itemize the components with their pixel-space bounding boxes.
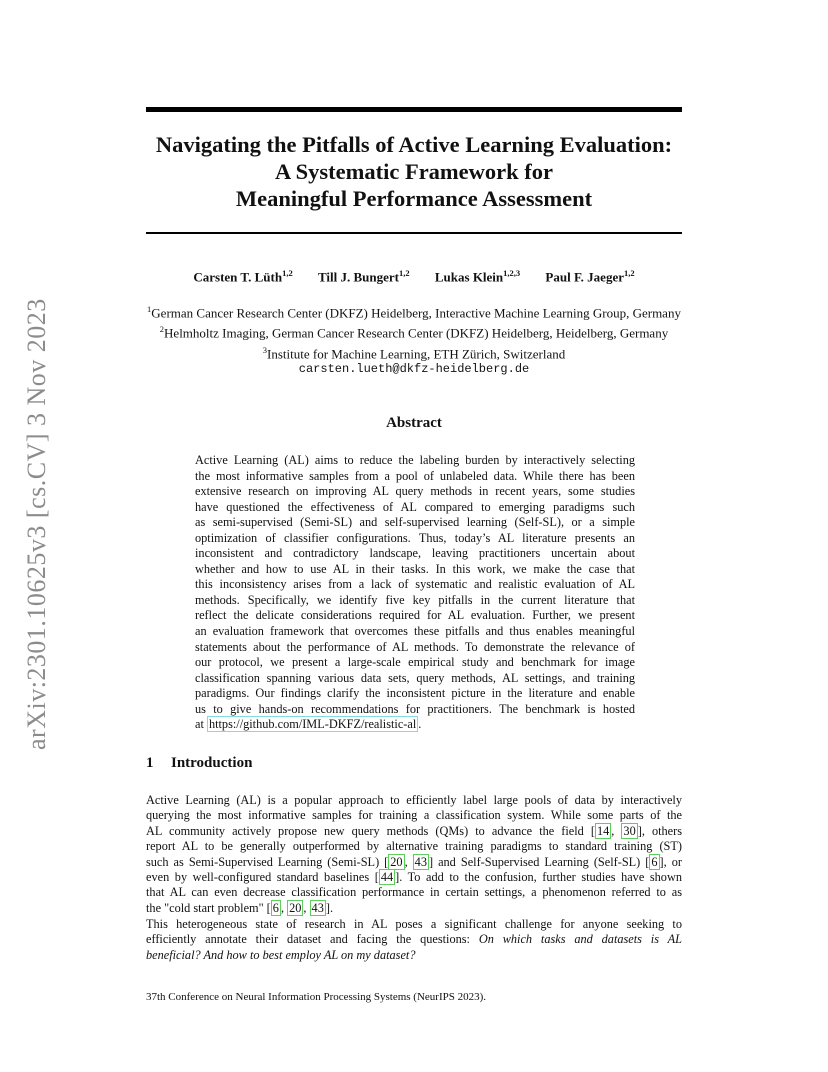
abstract-line: whether and how to use AL in their tasks. In this work, we make the case that (195, 561, 635, 576)
abstract-line: our protocol, we present a large-scale empirical study and benchmark for image (195, 655, 635, 670)
author: Carsten T. Lüth$^{1,2}$ (193, 268, 293, 285)
arxiv-watermark: arXiv:2301.10625v3 [cs.CV] 3 Nov 2023 (22, 298, 51, 750)
author: Paul F. Jaeger$^{1,2}$ (545, 268, 635, 285)
author: Till J. Bungert$^{1,2}$ (317, 268, 410, 285)
citation-link[interactable]: 6 (272, 900, 279, 915)
paragraph-line: This heterogeneous state of research in AL poses a significant challenge for anyone seeking to (146, 917, 682, 931)
paragraph-line: querying the most informative samples for training a classification system. While some parts of the (146, 808, 682, 823)
abstract-line: optimization of classifier configurations. Thus, today’s AL literature presents an (195, 530, 635, 545)
affiliation: $^3$Institute for Machine Learning, ETH Zürich, Switzerland (262, 344, 566, 361)
affiliation: $^1$German Cancer Research Center (DKFZ) Heidelberg, Interactive Machine Learning Group, Germany (147, 304, 681, 321)
citation-link[interactable]: 43 (414, 854, 427, 869)
paragraph-line: efficiently annotate their dataset and facing the questions: On which tasks and datasets is AL (146, 932, 682, 947)
abstract-line: statements about the performance of AL methods. To demonstrate the relevance of (195, 639, 635, 654)
section-number: 1 (146, 755, 154, 771)
citation-link[interactable]: 43 (311, 900, 324, 915)
title-line-1: Navigating the Pitfalls of Active Learning Evaluation: (155, 132, 673, 157)
abstract-line: as semi-supervised (Semi-SL) and self-supervised learning (Self-SL), or a simple (195, 515, 635, 530)
citation-link[interactable]: 30 (623, 823, 636, 838)
abstract-line: classification spanning various data sets, query methods, AL settings, and training (195, 670, 635, 685)
abstract-line: at https://github.com/IML-DKFZ/realistic-al . (195, 717, 422, 732)
abstract-body (195, 453, 635, 733)
citation-link[interactable]: 20 (390, 854, 403, 869)
section-title: Introduction (171, 755, 253, 771)
abstract-line: reflect the delicate considerations required for AL evaluation. Further, we present (195, 608, 635, 623)
abstract-line: the most informative samples from a pool of unlabeled data. While there has been (195, 468, 635, 483)
paragraph-line: such as Semi-Supervised Learning (Semi-SL) [ 20 , 43 ] and Self-Supervised Learning (Self-SL) [ 6 ], or (146, 854, 682, 869)
abstract-line: have questioned the effectiveness of AL compared to emerging paradigms such (195, 499, 635, 514)
abstract-line: Active Learning (AL) aims to reduce the labeling burden by interactively selecting (195, 453, 635, 467)
section-heading-introduction (146, 755, 252, 772)
author-list (146, 268, 682, 285)
paragraph-line: that AL can even decrease classification performance in certain settings, a phenomenon referred to as (146, 885, 682, 900)
title-rule-top (146, 107, 682, 112)
benchmark-link[interactable]: https://github.com/IML-DKFZ/realistic-al (208, 717, 417, 732)
citation-link[interactable]: 14 (596, 823, 610, 838)
abstract-line: inconsistent and contradictory landscape, leaving practitioners uncertain about (195, 546, 635, 561)
contact-email[interactable]: carsten.lueth@dkfz-heidelberg.de (298, 362, 530, 376)
intro-paragraph-2 (146, 917, 682, 963)
affiliation: $^2$Helmholtz Imaging, German Cancer Research Center (DKFZ) Heidelberg, Heidelberg, Germany (159, 324, 669, 341)
intro-paragraph-1 (146, 793, 682, 916)
paragraph-line: the "cold start problem" [ 6 , 20 , 43 ]. (146, 900, 334, 915)
title-rule-bottom (146, 232, 682, 234)
citation-link[interactable]: 6 (651, 854, 658, 869)
citation-link[interactable]: 44 (380, 869, 394, 884)
affiliations (100, 301, 728, 362)
conference-footer: 37th Conference on Neural Information Processing Systems (NeurIPS 2023). (146, 991, 487, 1003)
citation-link[interactable]: 20 (289, 900, 302, 915)
author: Lukas Klein$^{1,2,3}$ (434, 268, 521, 285)
paragraph-line: even by well-configured standard baselines [ 44 ]. To add to the confusion, further studies have shown (146, 869, 682, 884)
abstract-heading: Abstract (386, 415, 442, 431)
abstract-line: methods. Specifically, we identify five key pitfalls in the current literature that (195, 592, 635, 607)
abstract-line: paradigms. Our findings clarify the inconsistent picture in the literature and enable (195, 686, 635, 701)
abstract-line: this inconsistency arises from a lack of systematic and realistic evaluation of AL (195, 577, 635, 592)
paragraph-line: AL community actively propose new query methods (QMs) to advance the field [ 14 , 30 ], others (146, 823, 683, 838)
title-line-2: A Systematic Framework for (274, 159, 554, 184)
abstract-line: extensive research on improving AL query methods in recent years, some studies (195, 484, 635, 499)
paragraph-line: Active Learning (AL) is a popular approach to efficiently label large pools of data by interactively (146, 793, 682, 807)
abstract-line: an evaluation framework that overcomes these pitfalls and thus enables meaningful (195, 624, 635, 639)
paragraph-line: report AL to be generally outperformed by alternative training paradigms to standard training (ST) (146, 839, 682, 854)
paper-title (100, 131, 728, 212)
title-line-3: Meaningful Performance Assessment (235, 186, 593, 211)
abstract-line: us to give hands-on recommendations for practitioners. The benchmark is hosted (195, 701, 635, 716)
paragraph-line: beneficial? And how to best employ AL on my dataset? (146, 947, 416, 962)
